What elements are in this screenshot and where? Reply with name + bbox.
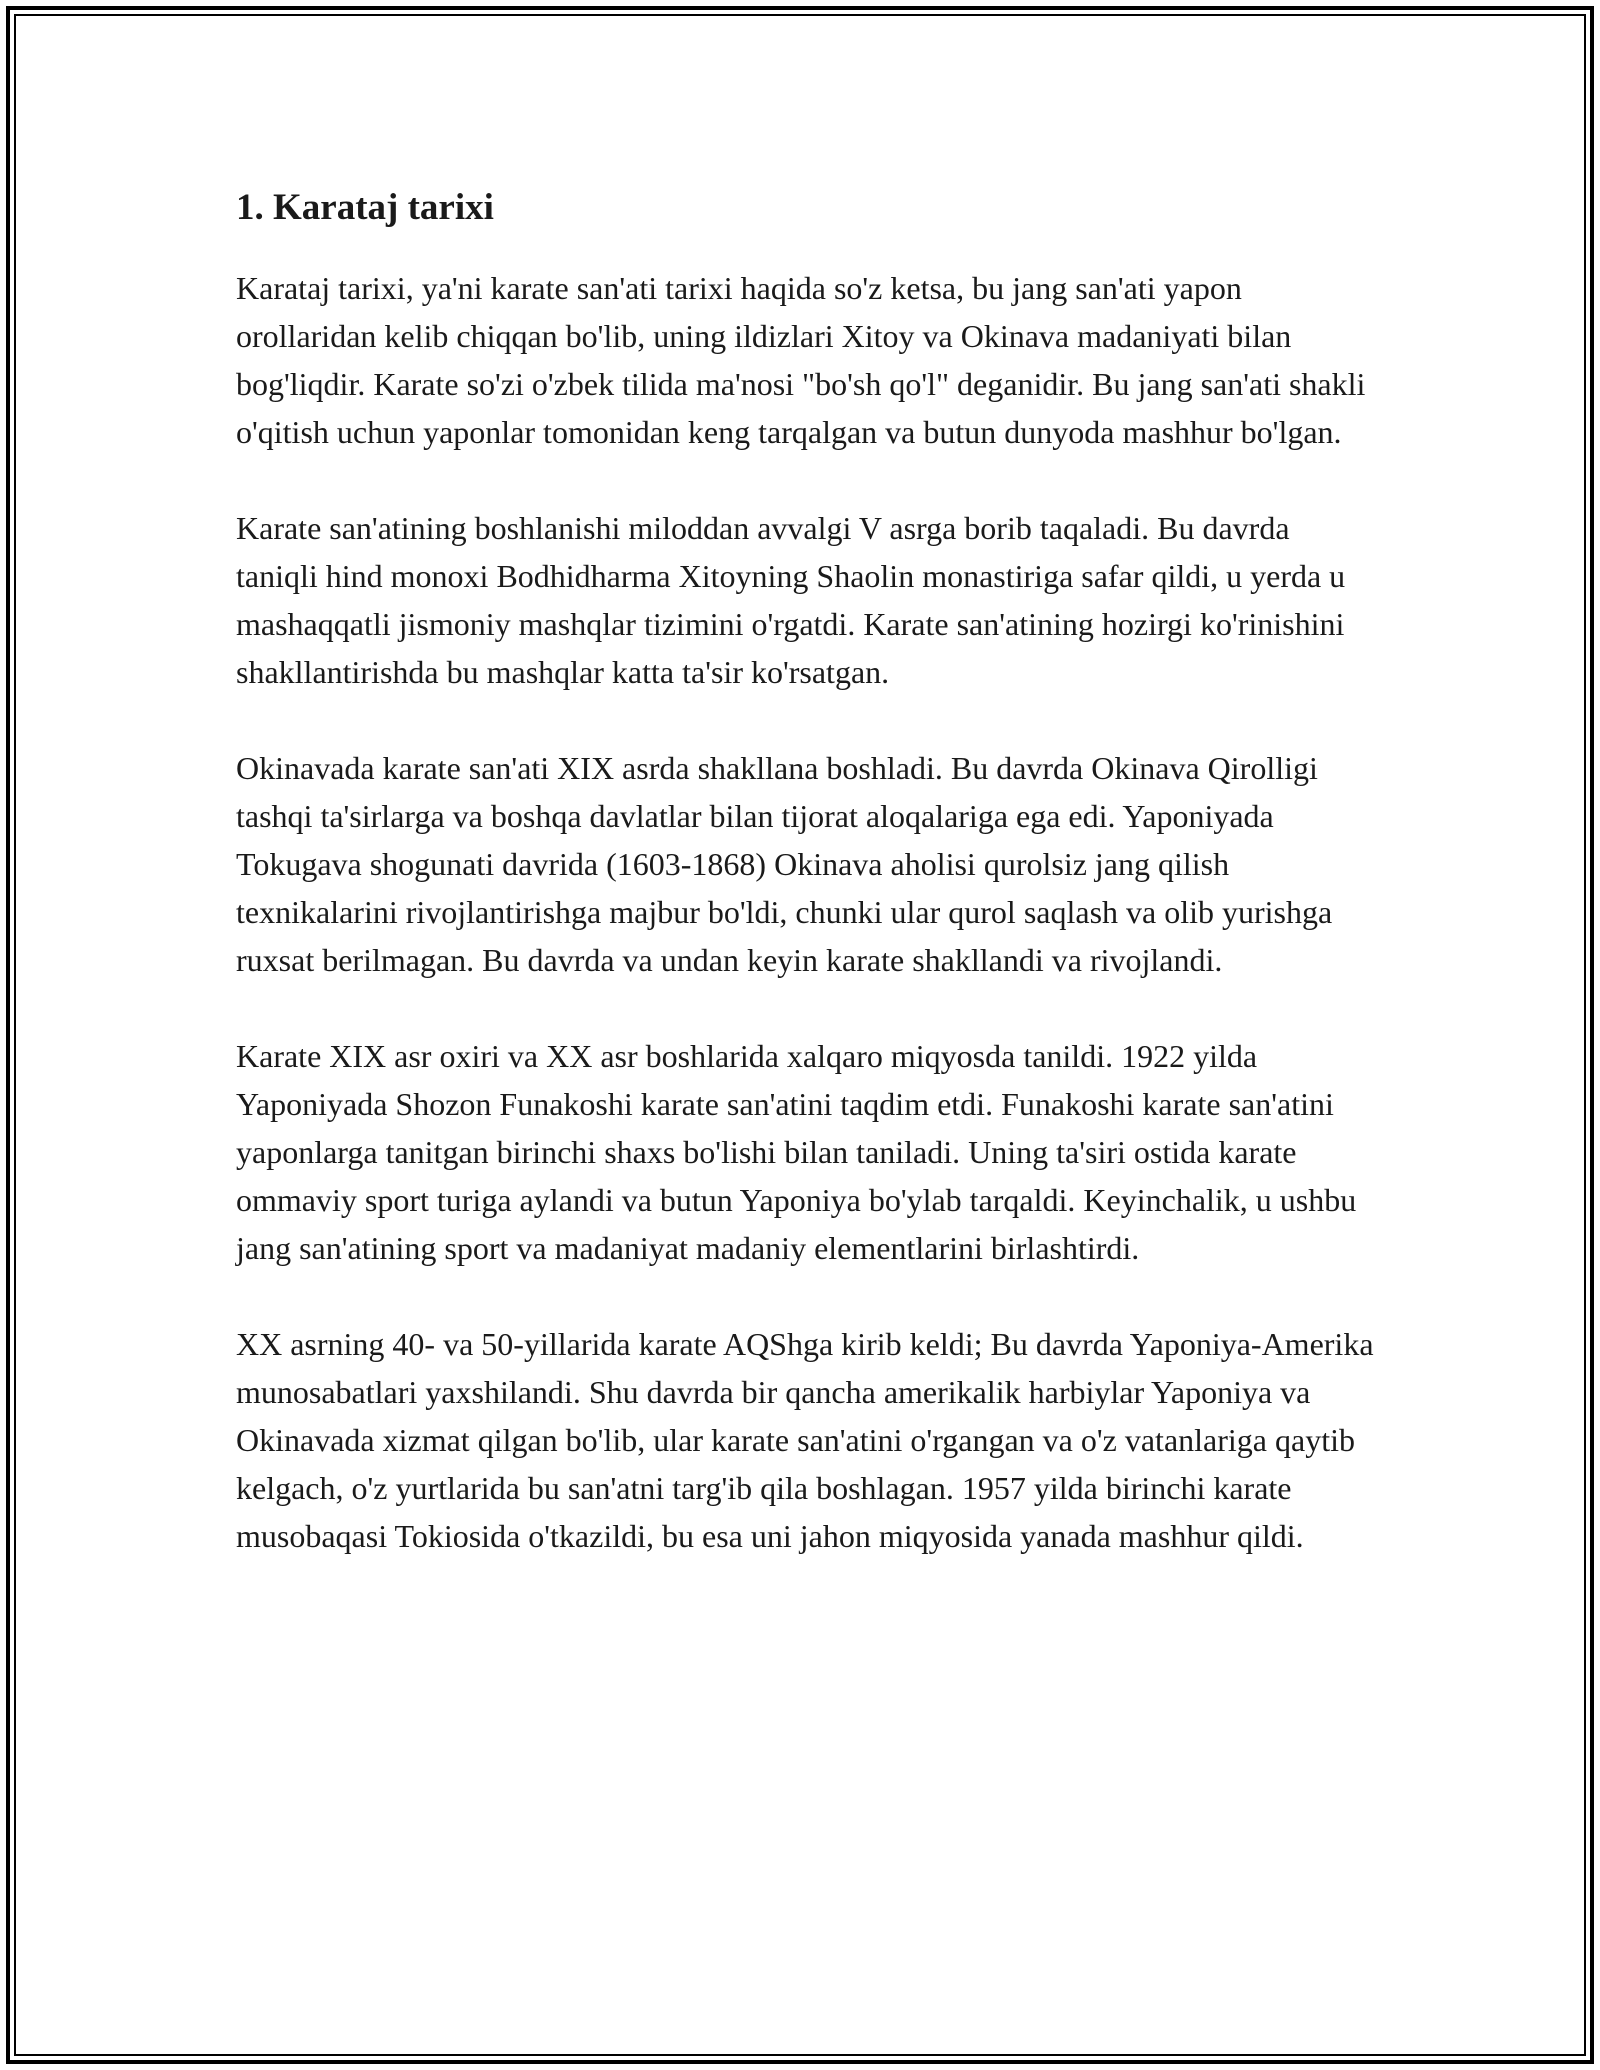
paragraph-3: Okinavada karate san'ati XIX asrda shakllana boshladi. Bu davrda Okinava Qirolligi tashqi ta'sirlarga va boshqa davlatlar bilan tijorat aloqalariga ega edi. Yaponiyada Tokugava shogunati davrida (1603-1868) Okinava aholisi qurolsiz jang qilish texnikalarini rivojlantirishga majbur bo'ldi, chunki ular qurol saqlash va olib yurishga ruxsat berilmagan. Bu davrda va undan keyin karate shakllandi va rivojlandi. — [236, 750, 1333, 979]
document-body — [236, 184, 1376, 1608]
paragraph-5: XX asrning 40- va 50-yillarida karate AQShga kirib keldi; Bu davrda Yaponiya-Amerika munosabatlari yaxshilandi. Shu davrda bir qancha amerikalik harbiylar Yaponiya va Okinavada xizmat qilgan bo'lib, ular karate san'atini o'rgangan va o'z vatanlariga qaytib kelgach, o'z yurtlarida bu san'atni targ'ib qila boshlagan. 1957 yilda birinchi karate musobaqasi Tokiosida o'tkazildi, bu esa uni jahon miqyosida yanada mashhur qildi. — [236, 1326, 1374, 1555]
paragraph-4: Karate XIX asr oxiri va XX asr boshlarida xalqaro miqyosda tanildi. 1922 yilda Yaponiyada Shozon Funakoshi karate san'atini taqdim etdi. Funakoshi karate san'atini yaponlarga tanitgan birinchi shaxs bo'lishi bilan taniladi. Uning ta'siri ostida karate ommaviy sport turiga aylandi va butun Yaponiya bo'ylab tarqaldi. Keyinchalik, u ushbu jang san'atining sport va madaniyat madaniy elementlarini birlashtirdi. — [236, 1038, 1357, 1267]
section-heading: 1. Karataj tarixi — [236, 187, 494, 228]
paragraph-1: Karataj tarixi, ya'ni karate san'ati tarixi haqida so'z ketsa, bu jang san'ati yapon orollaridan kelib chiqqan bo'lib, uning ildizlari Xitoy va Okinava madaniyati bilan bog'liqdir. Karate so'zi o'zbek tilida ma'nosi "bo'sh qo'l" deganidir. Bu jang san'ati shakli o'qitish uchun yaponlar tomonidan keng tarqalgan va butun dunyoda mashhur bo'lgan. — [236, 270, 1366, 451]
paragraph-2: Karate san'atining boshlanishi miloddan avvalgi V asrga borib taqaladi. Bu davrda taniqli hind monoxi Bodhidharma Xitoyning Shaolin monastiriga safar qildi, u yerda u mashaqqatli jismoniy mashqlar tizimini o'rgatdi. Karate san'atining hozirgi ko'rinishini shakllantirishda bu mashqlar katta ta'sir ko'rsatgan. — [236, 510, 1346, 691]
